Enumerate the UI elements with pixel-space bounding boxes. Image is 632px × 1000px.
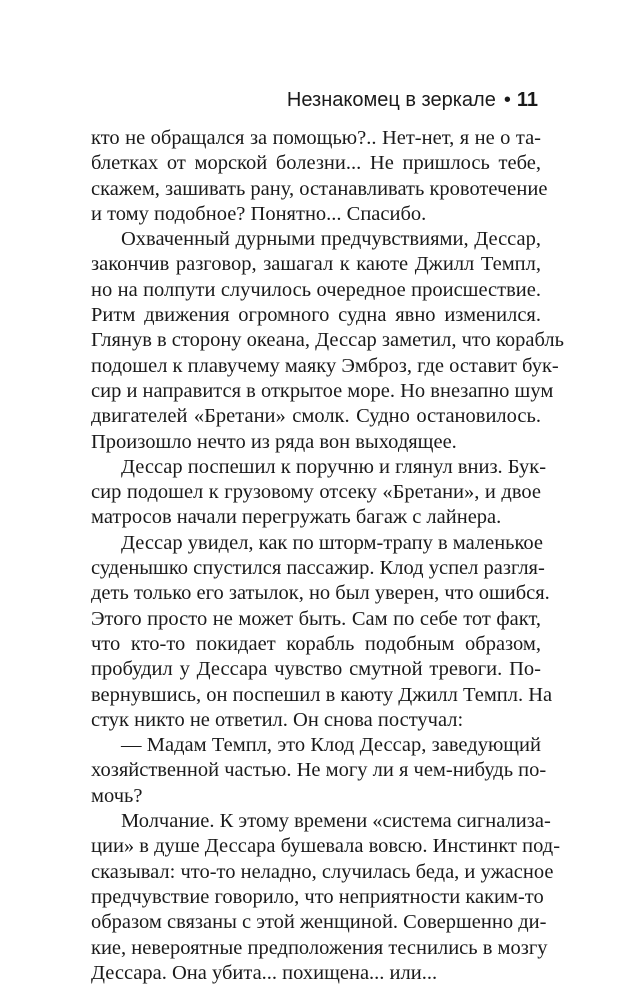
text-line: предчувствие говорило, что неприятности каким-то bbox=[91, 885, 544, 908]
text-line: Произошло нечто из ряда вон выходящее. bbox=[91, 430, 457, 453]
text-line: кто не обращался за помощью?.. Нет-нет, я не о та- bbox=[91, 127, 541, 149]
text-line: Этого просто не может быть. Сам по себе тот факт, bbox=[91, 607, 541, 630]
text-line: — Мадам Темпл, это Клод Дессар, заведующий bbox=[121, 734, 541, 757]
text-line: скажем, зашивать рану, останавливать кровотечение bbox=[91, 177, 548, 200]
text-line: вернувшись, он поспешил в каюту Джилл Темпл. На bbox=[91, 683, 553, 706]
text-line: Ритм движения огромного судна явно изменился. bbox=[91, 304, 541, 327]
text-line: Молчание. К этому времени «система сигнализа- bbox=[121, 810, 551, 833]
paragraph bbox=[91, 227, 564, 455]
text-line: пробудил у Дессара чувство смутной тревоги. По- bbox=[91, 658, 541, 681]
text-line: Дессар увидел, как по шторм-трапу в маленькое bbox=[121, 531, 544, 554]
text-line: блетках от морской болезни... Не пришлось тебе, bbox=[91, 152, 541, 175]
text-line: что кто-то покидает корабль подобным образом, bbox=[91, 632, 541, 655]
text-line: двигателей «Бретани» смолк. Судно остановилось. bbox=[91, 405, 541, 428]
paragraph bbox=[91, 733, 547, 809]
text-line: сир подошел к грузовому отсеку «Бретани», и двое bbox=[91, 481, 541, 504]
text-line: стук никто не ответил. Он снова постучал: bbox=[91, 708, 464, 731]
running-head-bullet: • bbox=[503, 89, 511, 111]
text-line: Глянув в сторону океана, Дессар заметил, что корабль bbox=[91, 329, 564, 352]
paragraph bbox=[91, 809, 561, 986]
text-line: сир и направится в открытое море. Но внезапно шум bbox=[91, 379, 554, 402]
text-line: образом связаны с этой женщиной. Совершенно ди- bbox=[91, 911, 547, 934]
paragraph bbox=[91, 455, 547, 531]
text-line: мочь? bbox=[91, 784, 143, 807]
text-line: Дессар поспешил к поручню и глянул вниз. Бук- bbox=[121, 455, 547, 478]
running-head-title: Незнакомец в зеркале bbox=[286, 89, 496, 111]
text-line: закончив разговор, зашагал к каюте Джилл Темпл, bbox=[91, 253, 541, 276]
text-line: хозяйственной частью. Не могу ли я чем-нибудь по- bbox=[91, 759, 547, 782]
text-line: подошел к плавучему маяку Эмброз, где оставит бук- bbox=[91, 354, 559, 377]
text-line: Охваченный дурными предчувствиями, Дессар, bbox=[121, 228, 541, 251]
running-head bbox=[287, 88, 538, 112]
paragraph bbox=[91, 531, 553, 733]
text-line: Дессара. Она убита... похищена... или... bbox=[91, 961, 438, 984]
text-line: деть только его затылок, но был уверен, что ошибся. bbox=[91, 582, 550, 605]
text-line: но на полпути случилось очередное происшествие. bbox=[91, 278, 541, 301]
page-number: 11 bbox=[516, 89, 538, 111]
text-line: ции» в душе Дессара бушевала вовсю. Инстинкт под- bbox=[91, 835, 561, 858]
text-line: кие, невероятные предположения теснились в мозгу bbox=[91, 936, 548, 959]
paragraph bbox=[91, 126, 548, 227]
text-line: сказывал: что-то неладно, случилась беда, и ужасное bbox=[91, 860, 554, 883]
text-line: суденышко спустился пассажир. Клод успел разгля- bbox=[91, 557, 545, 580]
body-text bbox=[91, 126, 564, 986]
text-line: и тому подобное? Понятно... Спасибо. bbox=[91, 202, 427, 225]
text-line: матросов начали перегружать багаж с лайнера. bbox=[91, 506, 502, 529]
